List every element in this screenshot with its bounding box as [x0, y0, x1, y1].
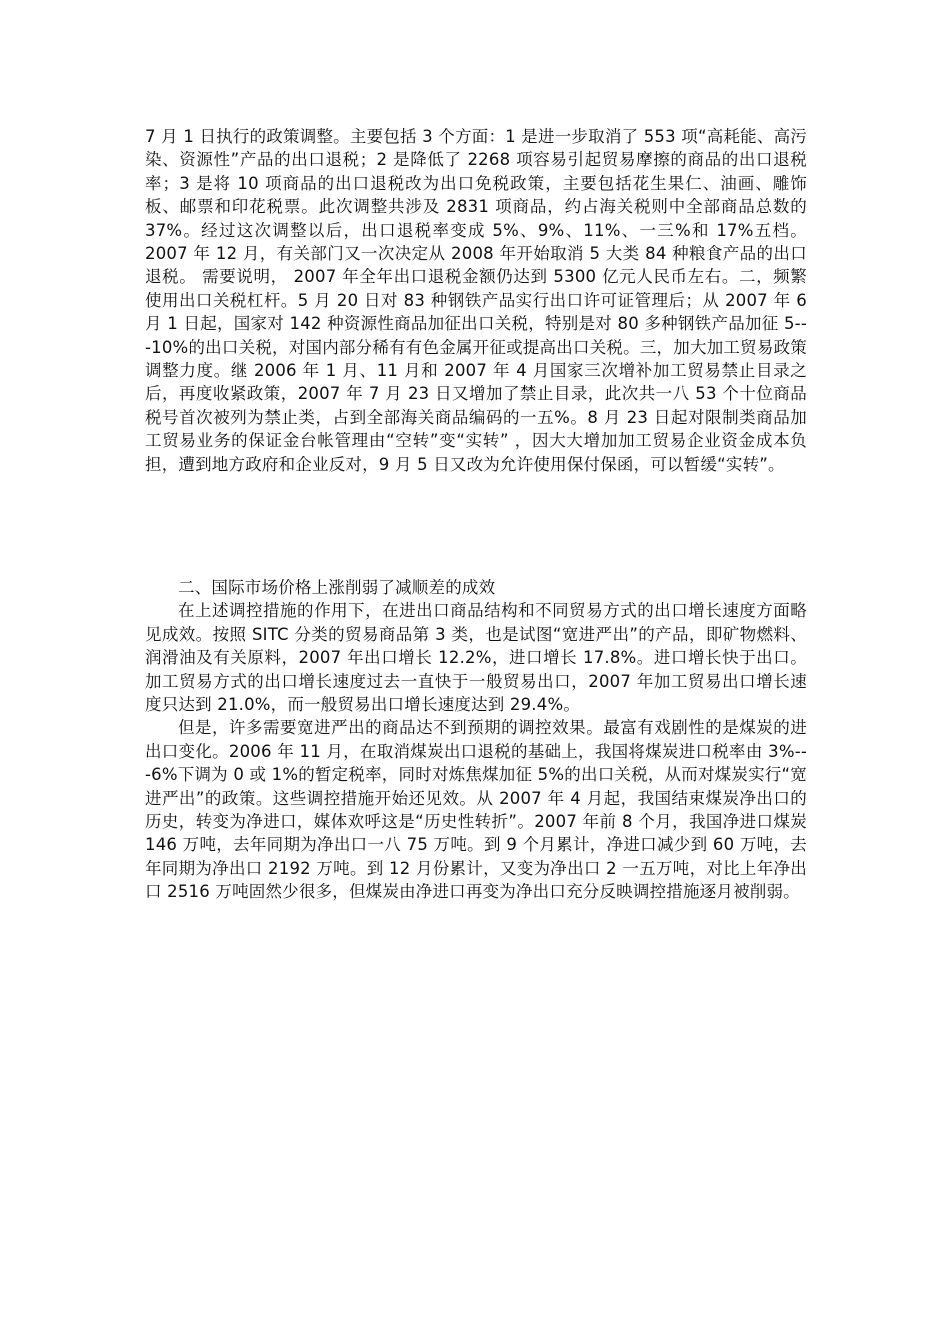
paragraph-coal-trade: 但是，许多需要宽进严出的商品达不到预期的调控效果。最富有戏剧性的是煤炭的进出口变化。2006 年 11 月，在取消煤炭出口退税的基础上，我国将煤炭进口税率由 3%---6%下调为 0 或 1%的暂定税率，同时对炼焦煤加征 5%的出口关税，从而对煤炭实行“宽进严出”的政策。这些调控措施开始还见效。从 2007 年 4 月起，我国结束煤炭净出口的历史，转变为净进口，媒体欢呼这是“历史性转折”。2007 年前 8 个月，我国净进口煤炭 146 万吨，去年同期为净出口一八 75 万吨。到 9 个月累计，净进口减少到 60 万吨，去年同期为净出口 2192 万吨。到 12 月份累计，又变为净出口 2 一五万吨，对比上年净出口 2516 万吨固然少很多，但煤炭由净进口再变为净出口充分反映调控措施逐月被削弱。	[145, 718, 807, 902]
paragraph-policy-adjustments: 7 月 1 日执行的政策调整。主要包括 3 个方面：1 是进一步取消了 553 项“高耗能、高污染、资源性”产品的出口退税；2 是降低了 2268 项容易引起贸易摩擦的商品的出口退税率；3 是将 10 项商品的出口退税改为出口免税政策，主要包括花生果仁、油画、雕饰板、邮票和印花税票。此次调整共涉及 2831 项商品，约占海关税则中全部商品总数的 37%。经过这次调整以后，出口退税率变成 5%、9%、11%、一三%和 17%五档。2007 年 12 月，有关部门又一次决定从 2008 年开始取消 5 大类 84 种粮食产品的出口退税。 需要说明， 2007 年全年出口退税金额仍达到 5300 亿元人民币左右。二，频繁使用出口关税杠杆。5 月 20 日对 83 种钢铁产品实行出口许可证管理后；从 2007 年 6 月 1 日起，国家对 142 种资源性商品加征出口关税，特别是对 80 多种钢铁产品加征 5---10%的出口关税，对国内部分稀有有色金属开征或提高出口关税。三，加大加工贸易政策调整力度。继 2006 年 1 月、11 月和 2007 年 4 月国家三次增补加工贸易禁止目录之后，再度收紧政策，2007 年 7 月 23 日又增加了禁止目录，此次共一八 53 个十位商品税号首次被列为禁止类，占到全部海关商品编码的一五%。8 月 23 日起对限制类商品加工贸易业务的保证金台帐管理由“空转”变“实转” ，因大大增加加工贸易企业资金成本负担，遭到地方政府和企业反对，9 月 5 日又改为允许使用保付保函，可以暂缓“实转”。	[145, 127, 807, 474]
text-block-section-two	[145, 576, 807, 904]
paragraph-structure-effects: 在上述调控措施的作用下，在进出口商品结构和不同贸易方式的出口增长速度方面略见成效。按照 SITC 分类的贸易商品第 3 类，也是试图“宽进严出”的产品，即矿物燃料、润滑油及有关原料，2007 年出口增长 12.2%，进口增长 17.8%。进口增长快于出口。加工贸易方式的出口增长速度过去一直快于一般贸易出口，2007 年加工贸易出口增长速度只达到 21.0%，而一般贸易出口增长速度达到 29.4%。	[145, 601, 807, 715]
section-heading: 二、国际市场价格上涨削弱了减顺差的成效	[178, 578, 496, 597]
text-block-policy	[145, 125, 807, 476]
